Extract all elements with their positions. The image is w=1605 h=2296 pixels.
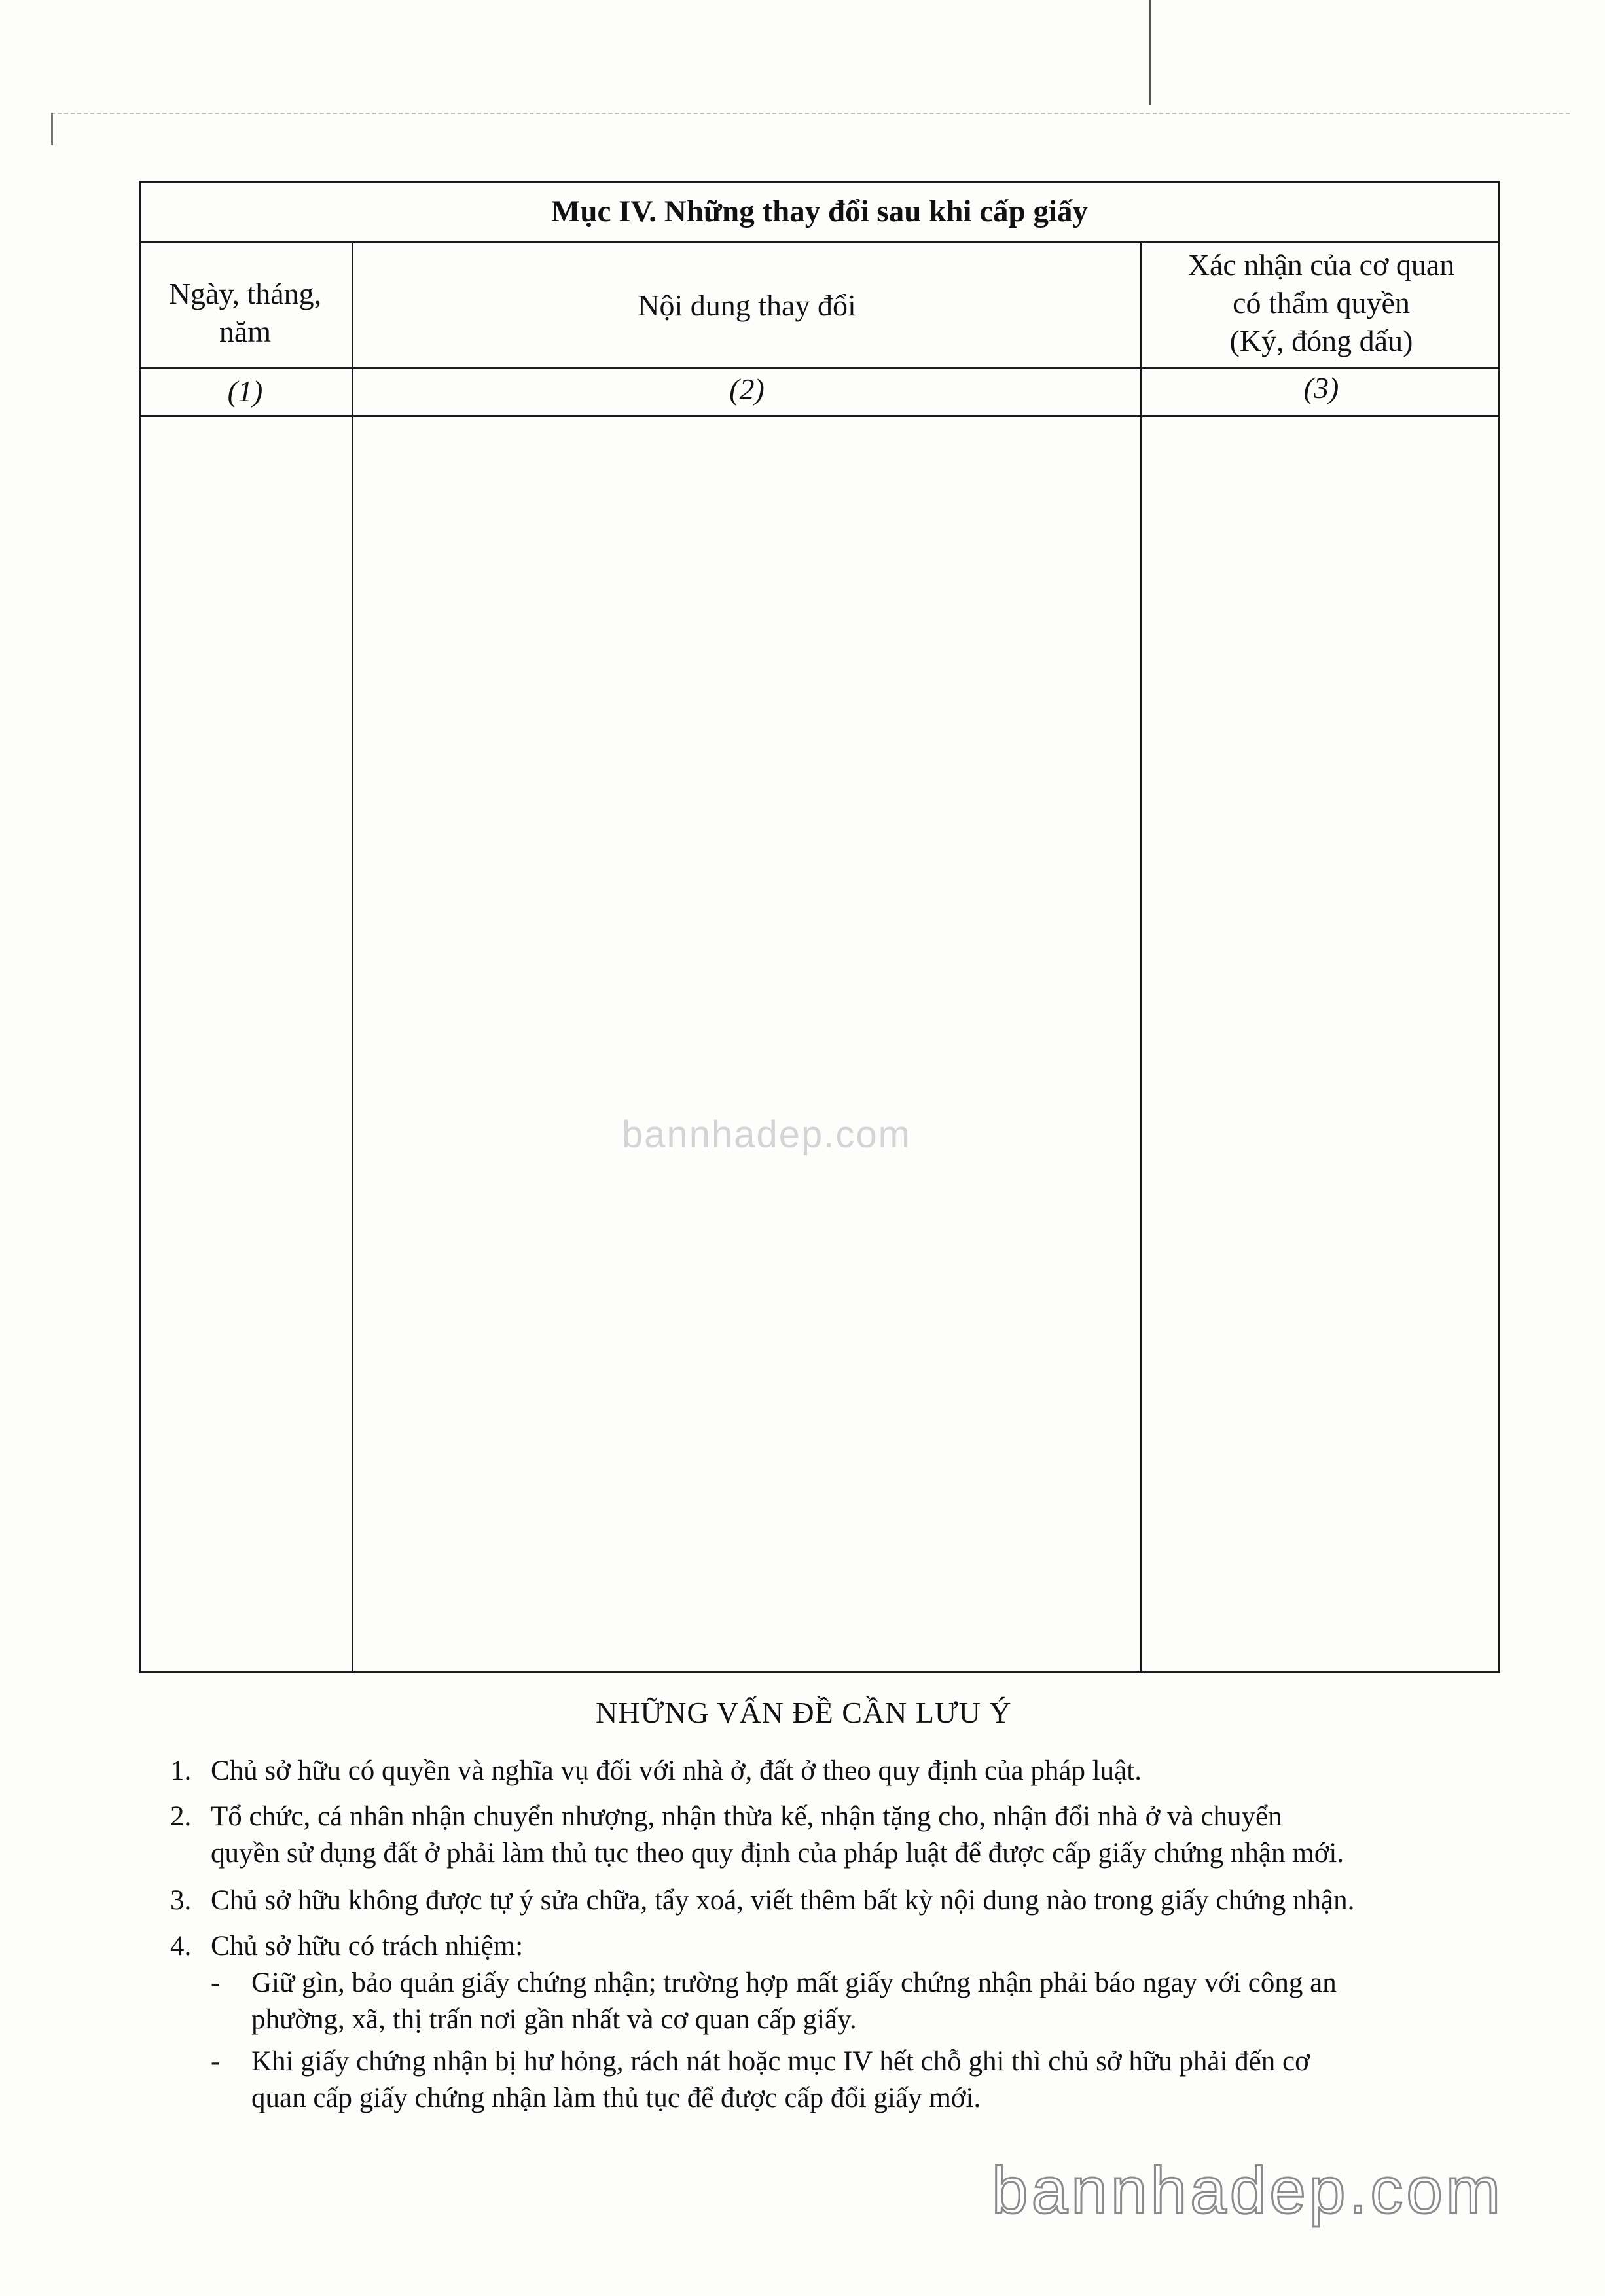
column-header-content bbox=[353, 287, 1140, 325]
note-item-3 bbox=[170, 1882, 1354, 1919]
watermark-bottom: bannhadep.com bbox=[992, 2154, 1504, 2227]
column-number-2: (2) bbox=[729, 372, 765, 406]
column-header-content-line: Nội dung thay đổi bbox=[638, 289, 856, 322]
sub-item-text-continued: phường, xã, thị trấn nơi gần nhất và cơ quan cấp giấy. bbox=[251, 2004, 857, 2035]
section-title: Mục IV. Những thay đổi sau khi cấp giấy bbox=[550, 194, 1089, 228]
note-number: 3. bbox=[170, 1885, 192, 1916]
column-header-confirmation-line: Xác nhận của cơ quan bbox=[1187, 248, 1455, 281]
watermark-center: bannhadep.com bbox=[622, 1113, 911, 1156]
column-header-confirmation-line: có thẩm quyền bbox=[1233, 286, 1410, 319]
bullet-dash: - bbox=[211, 1967, 221, 1998]
note-number: 1. bbox=[170, 1755, 192, 1786]
note-text: Chủ sở hữu có quyền và nghĩa vụ đối với nhà ở, đất ở theo quy định của pháp luật. bbox=[211, 1755, 1142, 1786]
column-header-date-line: năm bbox=[219, 315, 272, 348]
note-sub-item-1 bbox=[211, 1965, 1337, 2001]
note-text: Tổ chức, cá nhân nhận chuyển nhượng, nhận thừa kế, nhận tặng cho, nhận đổi nhà ở và chuyển bbox=[211, 1801, 1282, 1832]
title-divider bbox=[139, 241, 1500, 243]
note-sub-item-2 bbox=[211, 2043, 1310, 2080]
sub-item-text: Giữ gìn, bảo quản giấy chứng nhận; trường hợp mất giấy chứng nhận phải báo ngay với công an bbox=[251, 1967, 1337, 1998]
note-item-2 bbox=[170, 1799, 1282, 1835]
column-divider-2 bbox=[1140, 241, 1142, 1673]
sub-item-text: Khi giấy chứng nhận bị hư hỏng, rách nát hoặc mục IV hết chỗ ghi thì chủ sở hữu phải đến cơ bbox=[251, 2046, 1310, 2077]
column-header-confirmation-line: (Ký, đóng dấu) bbox=[1229, 324, 1413, 357]
number-divider bbox=[139, 415, 1500, 417]
note-text-continued: quyền sử dụng đất ở phải làm thủ tục theo quy định của pháp luật để được cấp giấy chứng nhận mới. bbox=[211, 1838, 1344, 1869]
scan-fold-line bbox=[1149, 0, 1151, 105]
changes-table bbox=[139, 181, 1500, 1673]
note-item-4 bbox=[170, 1928, 523, 1965]
scan-corner-mark bbox=[51, 113, 53, 145]
column-header-date bbox=[139, 275, 352, 351]
column-number-3: (3) bbox=[1303, 371, 1339, 404]
notes-title: NHỮNG VẤN ĐỀ CẦN LƯU Ý bbox=[596, 1696, 1012, 1729]
column-number-1: (1) bbox=[227, 374, 263, 408]
note-text: Chủ sở hữu không được tự ý sửa chữa, tẩy xoá, viết thêm bất kỳ nội dung nào trong giấy chứng nhận. bbox=[211, 1885, 1355, 1916]
scan-edge-line bbox=[51, 113, 1570, 114]
column-header-date-line: Ngày, tháng, bbox=[168, 277, 322, 310]
bullet-dash: - bbox=[211, 2046, 221, 2077]
sub-item-text-continued: quan cấp giấy chứng nhận làm thủ tục để được cấp đổi giấy mới. bbox=[251, 2083, 981, 2113]
note-number: 4. bbox=[170, 1931, 192, 1962]
note-number: 2. bbox=[170, 1801, 192, 1832]
note-text: Chủ sở hữu có trách nhiệm: bbox=[211, 1931, 524, 1962]
column-divider-1 bbox=[352, 241, 353, 1673]
column-header-confirmation bbox=[1142, 246, 1500, 360]
note-item-1 bbox=[170, 1753, 1142, 1789]
